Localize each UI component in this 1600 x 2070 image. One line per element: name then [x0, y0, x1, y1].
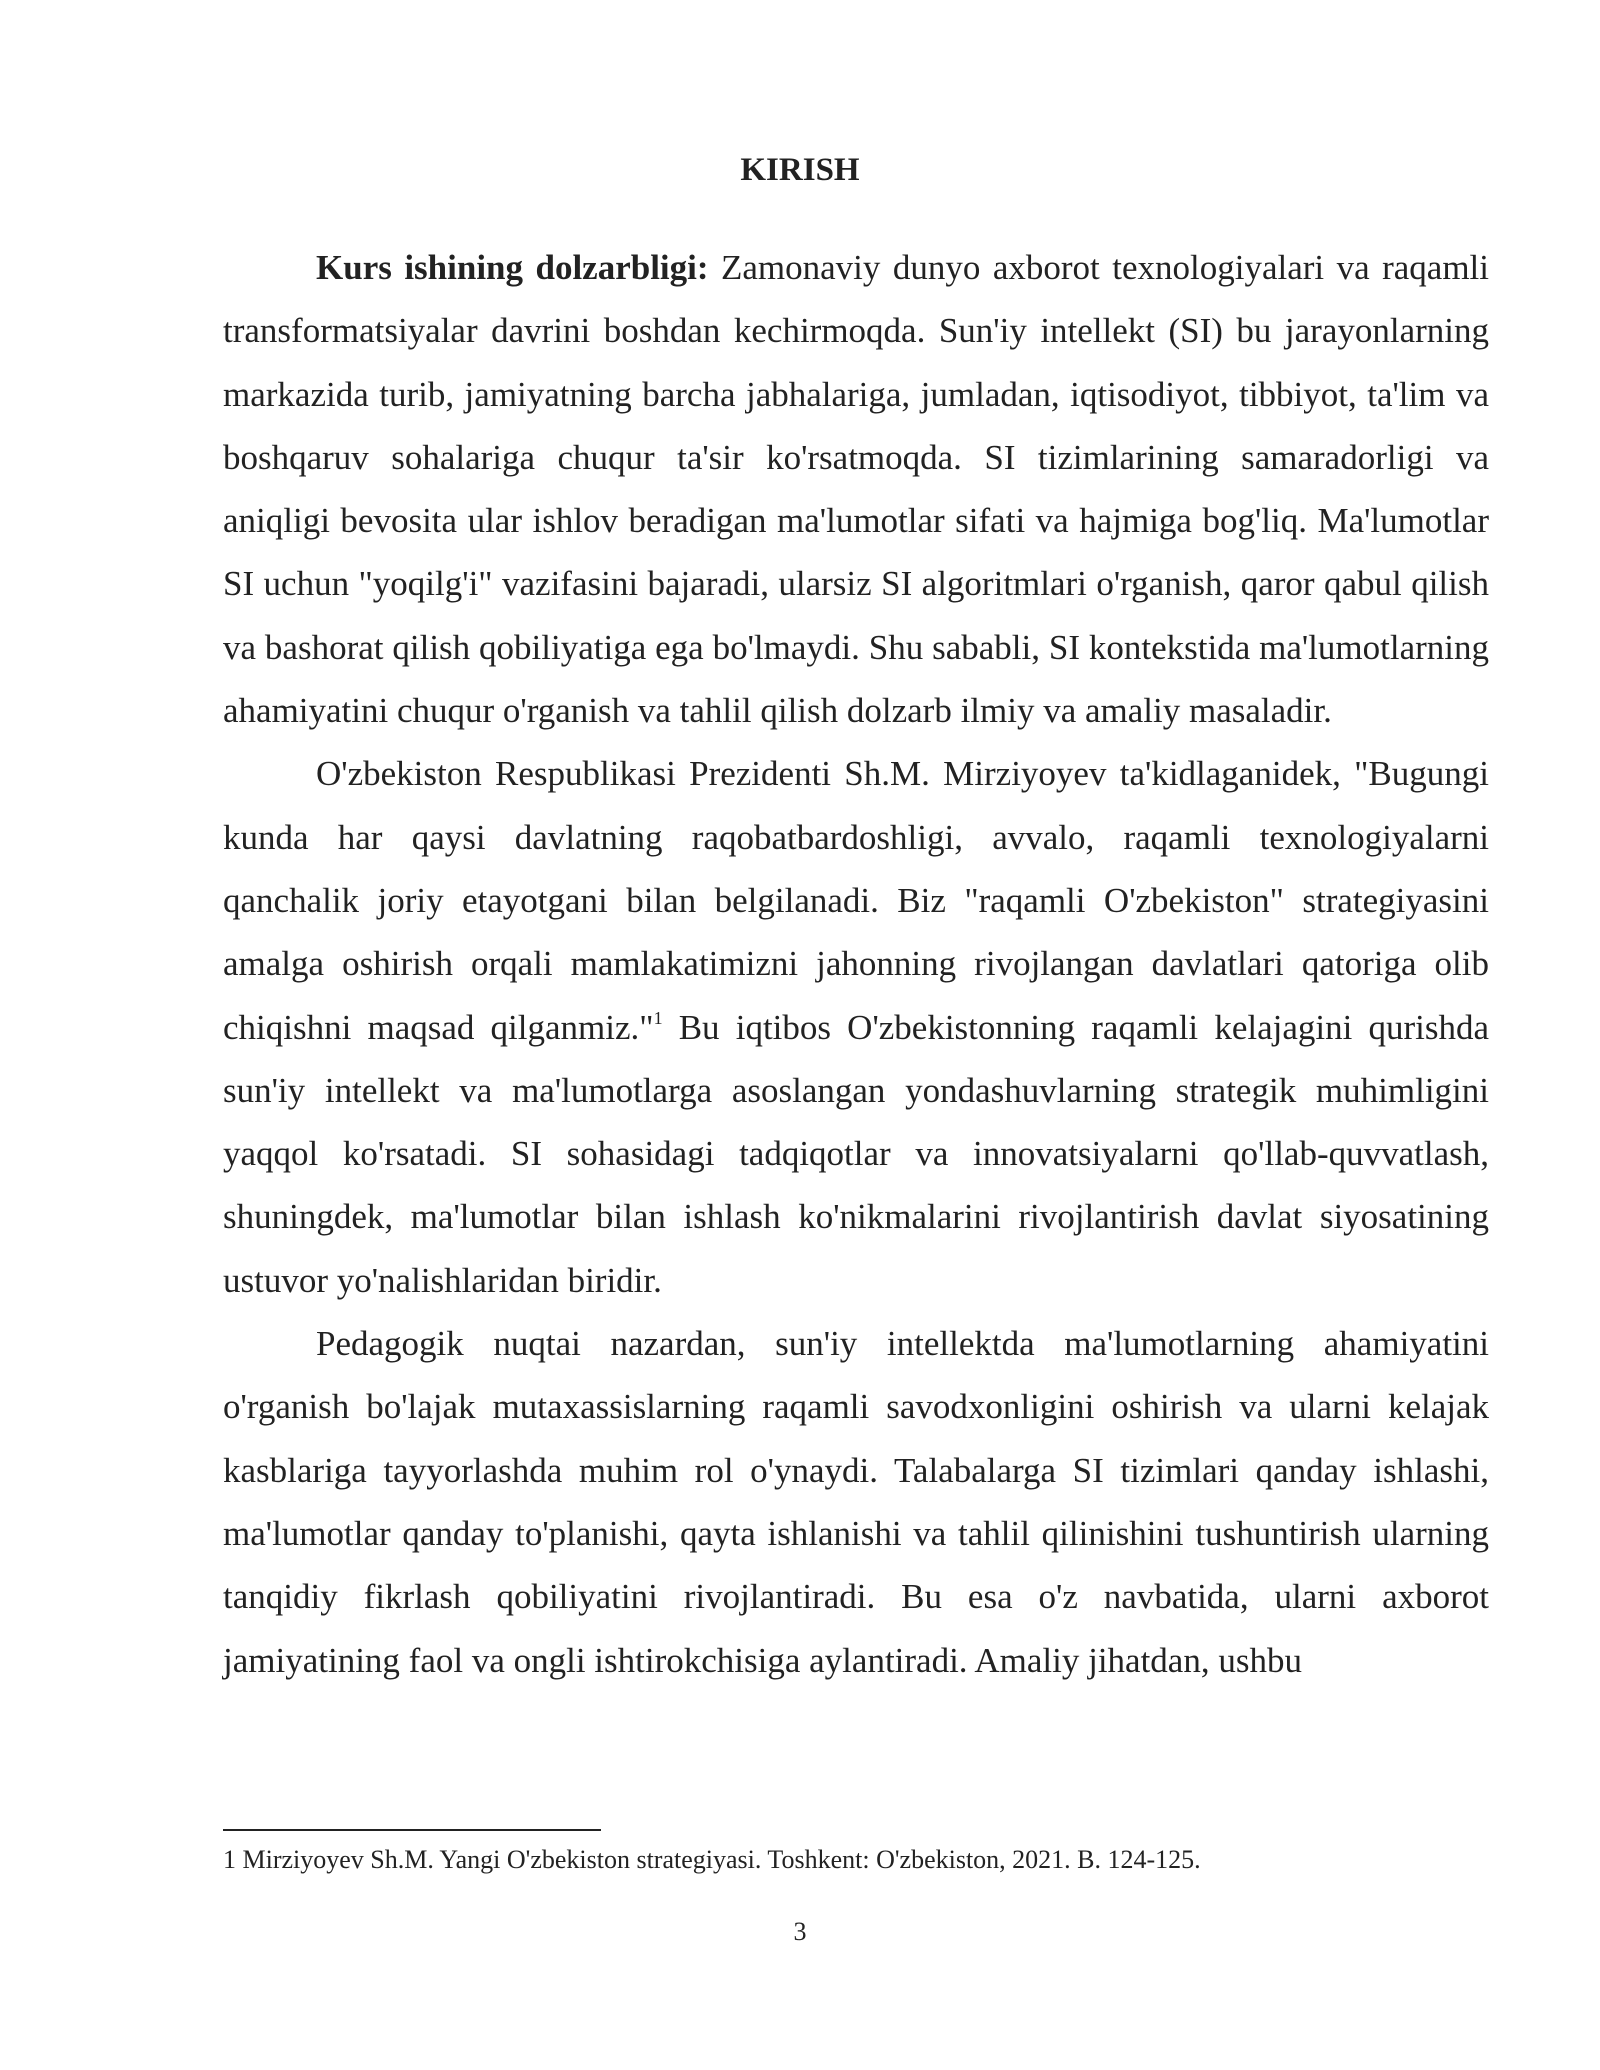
paragraph-text: Pedagogik nuqtai nazardan, sun'iy intellektda ma'lumotlarning ahamiyatini o'rganish bo'lajak mutaxassislarning raqamli savodxonligini oshirish va ularni kelajak kasblariga tayyorlashda muhim rol o'ynaydi. Talabalarga SI tizimlari qanday ishlashi, ma'lumotlar qanday to'planishi, qayta ishlanishi va tahlil qilinishini tushuntirish ularning tanqidiy fikrlash qobiliyatini rivojlantiradi. Bu esa o'z navbatida, ularni axborot jamiyatining faol va ongli ishtirokchisiga aylantiradi. Amaliy jihatdan, ushbu	[223, 1324, 1489, 1680]
footnote-separator	[223, 1829, 601, 1831]
paragraph-text-before: O'zbekiston Respublikasi Prezidenti Sh.M. Mirziyoyev ta'kidlaganidek, "Bugungi kunda har qaysi davlatning raqobatbardoshligi, avvalo, raqamli texnologiyalarni qanchalik joriy etayotgani bilan belgilanadi. Biz "raqamli O'zbekiston" strategiyasini amalga oshirish orqali mamlakatimizni jahonning rivojlangan davlatlari qatoriga olib chiqishni maqsad qilganmiz."	[223, 754, 1489, 1047]
footnote-number: 1	[223, 1845, 236, 1874]
paragraph-pedagogy	[223, 1312, 1489, 1692]
body-text	[223, 236, 1489, 1692]
paragraph-text-after: Bu iqtibos O'zbekistonning raqamli kelajagini qurishda sun'iy intellekt va ma'lumotlarga asoslangan yondashuvlarning strategik muhimligini yaqqol ko'rsatadi. SI sohasidagi tadqiqotlar va innovatsiyalarni qo'llab-quvvatlash, shuningdek, ma'lumotlar bilan ishlash ko'nikmalarini rivojlantirish davlat siyosatining ustuvor yo'nalishlaridan biridir.	[223, 1007, 1490, 1300]
paragraph-relevance	[223, 236, 1489, 742]
paragraph-quote	[223, 742, 1489, 1312]
footnote-reference[interactable]: 1	[653, 1007, 663, 1028]
paragraph-text: Zamonaviy dunyo axborot texnologiyalari va raqamli transformatsiyalar davrini boshdan kechirmoqda. Sun'iy intellekt (SI) bu jarayonlarning markazida turib, jamiyatning barcha jabhalariga, jumladan, iqtisodiyot, tibbiyot, ta'lim va boshqaruv sohalariga chuqur ta'sir ko'rsatmoqda. SI tizimlarining samaradorligi va aniqligi bevosita ular ishlov beradigan ma'lumotlar sifati va hajmiga bog'liq. Ma'lumotlar SI uchun "yoqilg'i" vazifasini bajaradi, ularsiz SI algoritmlari o'rganish, qaror qabul qilish va bashorat qilish qobiliyatiga ega bo'lmaydi. Shu sababli, SI kontekstida ma'lumotlarning ahamiyatini chuqur o'rganish va tahlil qilish dolzarb ilmiy va amaliy masaladir.	[223, 248, 1489, 731]
section-title: KIRISH	[740, 152, 860, 188]
page-number: 3	[793, 1917, 807, 1946]
footnote	[223, 1843, 1489, 1877]
footnote-text: Mirziyoyev Sh.M. Yangi O'zbekiston strategiyasi. Toshkent: O'zbekiston, 2021. B. 124-125.	[242, 1845, 1201, 1874]
paragraph-lead: Kurs ishining dolzarbligi:	[316, 248, 709, 287]
